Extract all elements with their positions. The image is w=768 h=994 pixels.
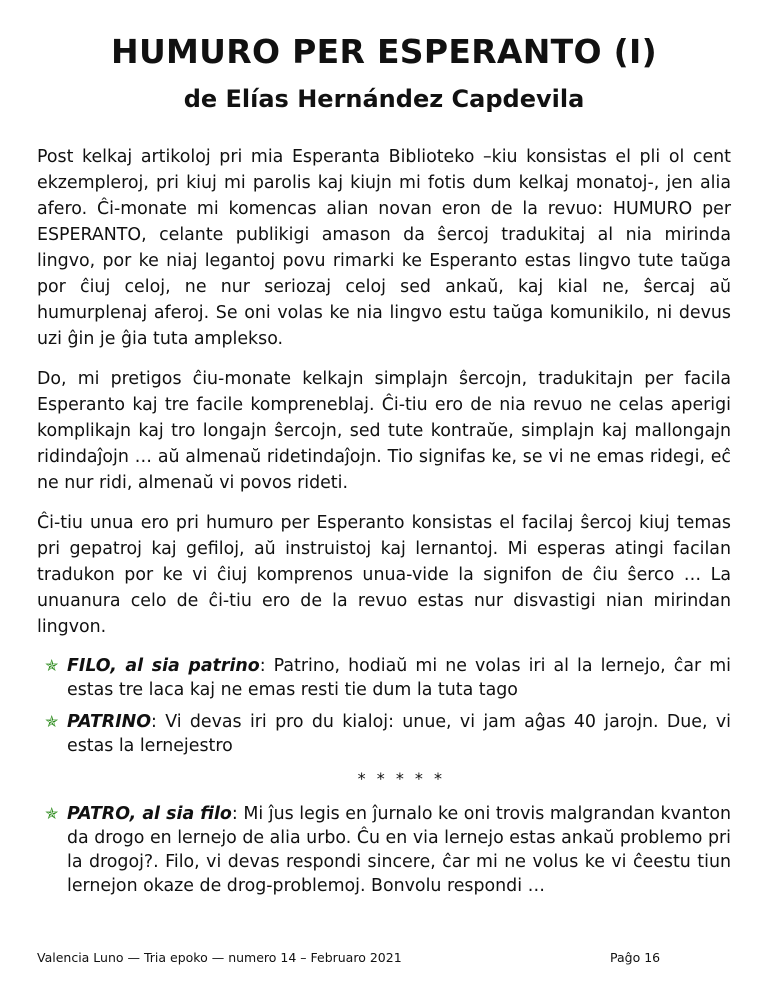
dialogue-line: : Vi devas iri pro du kialoj: unue, vi jam aĝas 40 jarojn. Due, vi estas la lernejestro [67, 712, 731, 756]
article-author: de Elías Hernández Capdevila [183, 85, 585, 113]
dialogue-text [67, 710, 731, 758]
dialogue-line: : Mi ĵus legis en ĵurnalo ke oni trovis malgrandan kvanton da drogo en lernejo de alia urbo. Ĉu en via lernejo estas ankaŭ problemo pri la drogoj?. Filo, vi devas respondi sincere, ĉar mi ne volus ke vi ĉeestu tiun lernejon okaze de drog-problemoj. Bonvolu respondi … [67, 804, 731, 896]
joke-separator: * * * * * [357, 769, 445, 788]
dialogue-text [67, 802, 731, 898]
article-body [37, 144, 731, 906]
star-icon: ✯ [45, 656, 59, 675]
dialogue-item [37, 654, 731, 702]
dialogue-text [67, 654, 731, 702]
dialogue-item [37, 802, 731, 898]
dialogue-item [37, 710, 731, 758]
footer-publication: Valencia Luno — Tria epoko — numero 14 – Februaro 2021 [37, 950, 402, 965]
dialogue-line: : Patrino, hodiaŭ mi ne volas iri al la lernejo, ĉar mi estas tre laca kaj ne emas resti tie dum la tuta tago [67, 656, 731, 700]
star-icon: ✯ [45, 712, 59, 731]
dialogue-speaker: FILO, al sia patrino [67, 656, 260, 676]
footer-page-number: Paĝo 16 [610, 950, 661, 965]
dialogue-speaker: PATRO, al sia filo [67, 804, 232, 824]
paragraph-first-item: Ĉi-tiu unua ero pri humuro per Esperanto konsistas el facilaj ŝercoj kiuj temas pri gepatroj kaj gefiloj, aŭ instruistoj kaj lernantoj. Mi esperas atingi facilan tradukon por ke vi ĉiuj komprenos unua-vide la signifon de ĉiu ŝerco … La unuanura celo de ĉi-tiu ero de la revuo estas nur disvastigi nian mirindan lingvon. [37, 513, 731, 637]
paragraph-intro: Post kelkaj artikoloj pri mia Esperanta Biblioteko –kiu konsistas el pli ol cent ekzempleroj, pri kiuj mi parolis kaj kiujn mi fotis dum kelkaj monatoj-, jen alia afero. Ĉi-monate mi komencas alian novan eron de la revuo: HUMURO per ESPERANTO, celante publikigi amason da ŝercoj tradukitaj al nia mirinda lingvo, por ke niaj legantoj povu rimarki ke Esperanto estas lingvo tute taŭga por ĉiuj celoj, ne nur seriozaj celoj sed ankaŭ, kaj kial ne, ŝercaj aŭ humurplenaj aferoj. Se oni volas ke nia lingvo estu taŭga komunikilo, ni devus uzi ĝin je ĝia tuta amplekso. [37, 147, 731, 349]
article-title: HUMURO PER ESPERANTO (I) [111, 32, 657, 71]
star-icon: ✯ [45, 804, 59, 823]
dialogue-speaker: PATRINO [67, 712, 152, 732]
paragraph-plan: Do, mi pretigos ĉiu-monate kelkajn simplajn ŝercojn, tradukitajn per facila Esperanto kaj tre facile kompreneblaj. Ĉi-tiu ero de nia revuo ne celas aperigi komplikajn kaj tro longajn ŝercojn, sed tute kontraŭe, simplajn kaj mallongajn ridindaĵojn … aŭ almenaŭ ridetindaĵojn. Tio signifas ke, se vi ne emas ridegi, eĉ ne nur ridi, almenaŭ vi povos rideti. [37, 369, 731, 493]
